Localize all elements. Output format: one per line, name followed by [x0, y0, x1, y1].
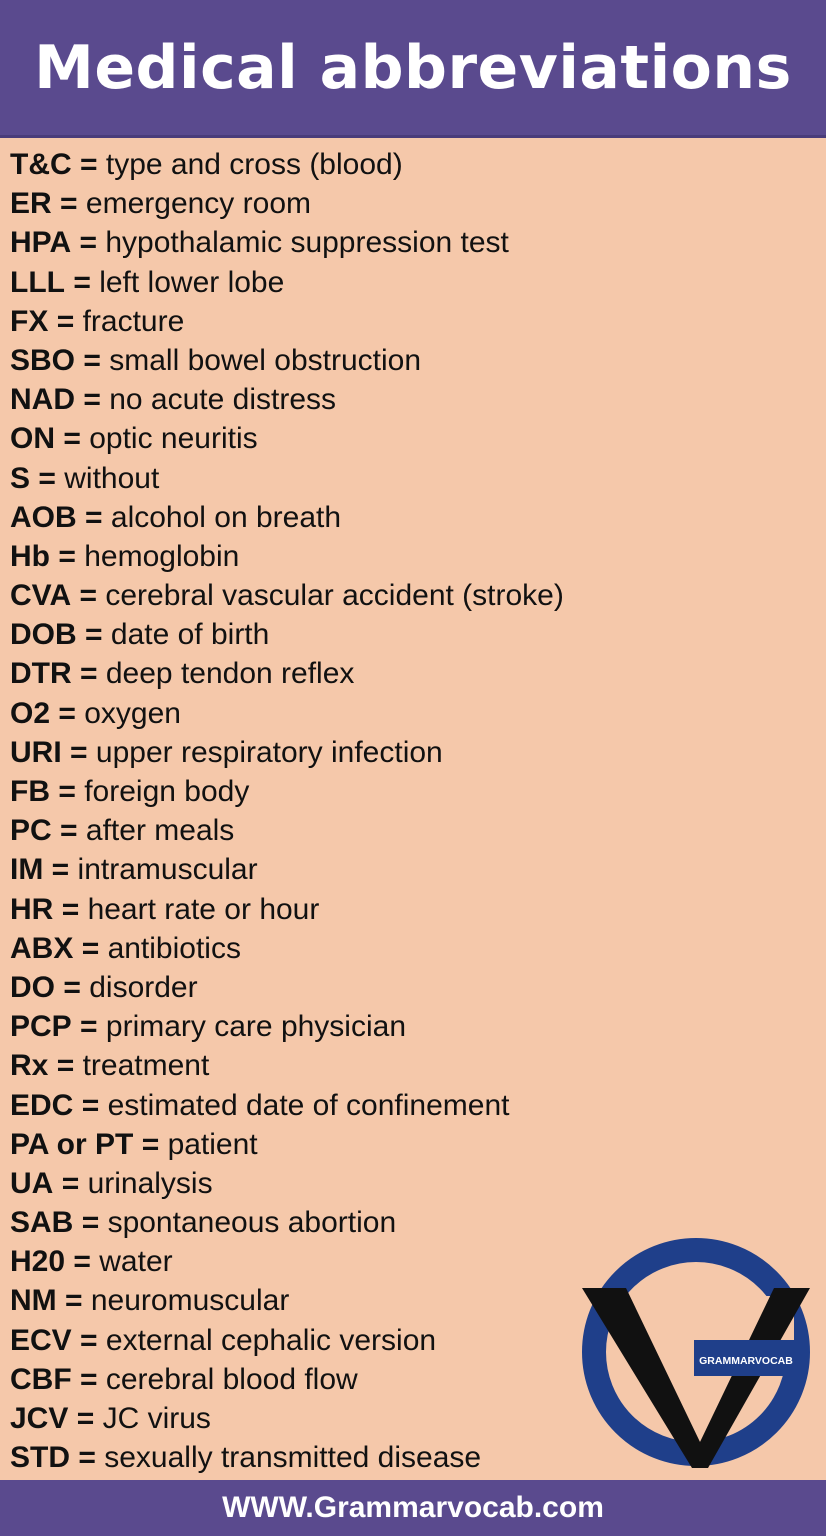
footer-url-link[interactable]: WWW.Grammarvocab.com — [222, 1491, 604, 1524]
abbreviation-term: STD — [10, 1441, 70, 1475]
abbreviation-entry — [10, 459, 820, 498]
equals-separator: = — [80, 1010, 98, 1044]
abbreviation-entry — [10, 223, 820, 262]
abbreviation-term: Rx — [10, 1049, 49, 1083]
abbreviation-meaning: external cephalic version — [105, 1323, 437, 1357]
abbreviation-entry — [10, 302, 820, 341]
equals-separator: = — [76, 1402, 95, 1435]
equals-separator: = — [60, 814, 78, 848]
equals-separator: = — [60, 187, 78, 221]
equals-separator: = — [79, 579, 97, 613]
abbreviation-term: UA — [10, 1166, 54, 1200]
abbreviation-meaning: antibiotics — [107, 931, 241, 965]
abbreviation-entry — [10, 380, 820, 419]
abbreviation-meaning: neuromuscular — [90, 1284, 290, 1318]
abbreviation-meaning: fracture — [82, 304, 185, 338]
abbreviation-term: SAB — [10, 1206, 74, 1240]
equals-separator: = — [61, 1166, 80, 1200]
abbreviation-term: H20 — [10, 1245, 66, 1279]
equals-separator: = — [80, 1362, 98, 1396]
page-title: Medical abbreviations — [34, 32, 792, 103]
abbreviation-term: PC — [10, 814, 52, 848]
equals-separator: = — [81, 931, 100, 965]
equals-separator: = — [80, 1323, 98, 1357]
abbreviation-term: JCV — [10, 1402, 69, 1435]
abbreviation-meaning: urinalysis — [87, 1166, 213, 1200]
abbreviation-term: EDC — [10, 1088, 74, 1122]
abbreviation-entry — [10, 733, 820, 772]
abbreviation-term: PCP — [10, 1010, 72, 1044]
abbreviation-meaning: disorder — [89, 970, 198, 1004]
equals-separator: = — [85, 618, 103, 652]
equals-separator: = — [38, 461, 56, 495]
equals-separator: = — [80, 657, 98, 691]
equals-separator: = — [85, 500, 103, 534]
abbreviation-term: CBF — [10, 1362, 72, 1396]
abbreviation-meaning: cerebral vascular accident (stroke) — [105, 579, 564, 613]
abbreviation-entry — [10, 145, 820, 184]
equals-separator: = — [63, 422, 81, 456]
abbreviation-meaning: spontaneous abortion — [107, 1206, 397, 1240]
equals-separator: = — [58, 696, 76, 730]
abbreviation-entry — [10, 184, 820, 223]
abbreviation-meaning: no acute distress — [109, 383, 337, 417]
abbreviation-entry — [10, 498, 820, 537]
abbreviation-term: ER — [10, 187, 52, 221]
abbreviation-term: DO — [10, 970, 55, 1004]
equals-separator: = — [63, 970, 81, 1004]
abbreviation-entry — [10, 615, 820, 654]
equals-separator: = — [73, 1245, 91, 1279]
abbreviation-term: HPA — [10, 226, 72, 260]
abbreviation-entry — [10, 1086, 820, 1125]
abbreviation-meaning: emergency room — [85, 187, 311, 221]
abbreviation-term: PA or PT — [10, 1127, 134, 1161]
abbreviation-meaning: after meals — [85, 814, 235, 848]
abbreviation-meaning: optic neuritis — [89, 422, 258, 456]
abbreviation-meaning: intramuscular — [77, 853, 258, 887]
abbreviation-term: ECV — [10, 1323, 72, 1357]
header-banner — [0, 0, 826, 138]
abbreviation-term: CVA — [10, 579, 72, 613]
abbreviation-entry — [10, 811, 820, 850]
abbreviation-meaning: date of birth — [110, 618, 270, 652]
abbreviation-term: S — [10, 461, 31, 495]
abbreviation-entry — [10, 1046, 820, 1085]
abbreviation-meaning: oxygen — [84, 696, 181, 730]
abbreviation-entry — [10, 890, 820, 929]
abbreviation-meaning: hemoglobin — [84, 539, 240, 573]
abbreviation-entry — [10, 1007, 820, 1046]
abbreviation-meaning: type and cross (blood) — [105, 148, 403, 181]
equals-separator: = — [73, 265, 91, 299]
abbreviation-meaning: JC virus — [102, 1402, 211, 1435]
abbreviation-entry — [10, 263, 820, 302]
equals-separator: = — [141, 1127, 160, 1161]
abbreviation-entry — [10, 772, 820, 811]
abbreviation-term: Hb — [10, 539, 50, 573]
equals-separator: = — [81, 1206, 100, 1240]
abbreviation-meaning: left lower lobe — [99, 265, 285, 299]
abbreviation-term: ON — [10, 422, 55, 456]
equals-separator: = — [61, 892, 80, 926]
abbreviation-entry — [10, 576, 820, 615]
abbreviation-term: NM — [10, 1284, 57, 1318]
abbreviation-meaning: estimated date of confinement — [107, 1088, 510, 1122]
abbreviation-meaning: small bowel obstruction — [109, 343, 422, 377]
abbreviation-entry — [10, 694, 820, 733]
abbreviation-entry — [10, 968, 820, 1007]
abbreviation-term: T&C — [10, 148, 72, 181]
abbreviation-entry — [10, 850, 820, 889]
abbreviation-meaning: hypothalamic suppression test — [105, 226, 509, 260]
abbreviation-meaning: primary care physician — [105, 1010, 407, 1044]
abbreviation-entry — [10, 537, 820, 576]
abbreviation-meaning: upper respiratory infection — [95, 735, 443, 769]
footer-banner — [0, 1480, 826, 1536]
abbreviation-term: LLL — [10, 265, 65, 299]
abbreviation-term: DOB — [10, 618, 77, 652]
abbreviation-entry — [10, 929, 820, 968]
abbreviation-term: ABX — [10, 931, 74, 965]
equals-separator: = — [83, 383, 101, 417]
equals-separator: = — [70, 735, 88, 769]
equals-separator: = — [58, 539, 76, 573]
equals-separator: = — [79, 226, 97, 260]
equals-separator: = — [83, 343, 101, 377]
abbreviation-entry — [10, 1164, 820, 1203]
abbreviation-meaning: heart rate or hour — [87, 892, 320, 926]
abbreviation-entry — [10, 1125, 820, 1164]
abbreviation-term: FB — [10, 775, 50, 808]
equals-separator: = — [56, 1049, 75, 1083]
abbreviation-entry — [10, 341, 820, 380]
logo-text: GRAMMARVOCAB — [699, 1355, 793, 1367]
equals-separator: = — [78, 1441, 96, 1475]
abbreviation-term: IM — [10, 853, 44, 887]
abbreviation-term: DTR — [10, 657, 72, 691]
abbreviation-meaning: sexually transmitted disease — [104, 1441, 482, 1475]
equals-separator: = — [58, 775, 76, 808]
equals-separator: = — [56, 304, 75, 338]
abbreviation-term: URI — [10, 735, 62, 769]
abbreviation-term: NAD — [10, 383, 75, 417]
abbreviation-entry — [10, 419, 820, 458]
abbreviation-meaning: water — [99, 1245, 173, 1279]
abbreviation-meaning: deep tendon reflex — [105, 657, 355, 691]
equals-separator: = — [65, 1284, 83, 1318]
abbreviation-meaning: cerebral blood flow — [105, 1362, 358, 1396]
abbreviation-meaning: treatment — [82, 1049, 210, 1083]
abbreviation-meaning: alcohol on breath — [110, 500, 342, 534]
abbreviation-term: HR — [10, 892, 54, 926]
abbreviation-term: SBO — [10, 343, 76, 377]
abbreviation-term: FX — [10, 304, 49, 338]
equals-separator: = — [81, 1088, 100, 1122]
equals-separator: = — [80, 148, 98, 181]
equals-separator: = — [51, 853, 70, 887]
abbreviation-entry — [10, 654, 820, 693]
abbreviation-meaning: foreign body — [84, 775, 250, 808]
abbreviation-term: O2 — [10, 696, 51, 730]
abbreviation-term: AOB — [10, 500, 77, 534]
abbreviation-meaning: without — [64, 461, 160, 495]
abbreviation-meaning: patient — [167, 1127, 258, 1161]
grammarvocab-logo-icon — [582, 1236, 810, 1468]
